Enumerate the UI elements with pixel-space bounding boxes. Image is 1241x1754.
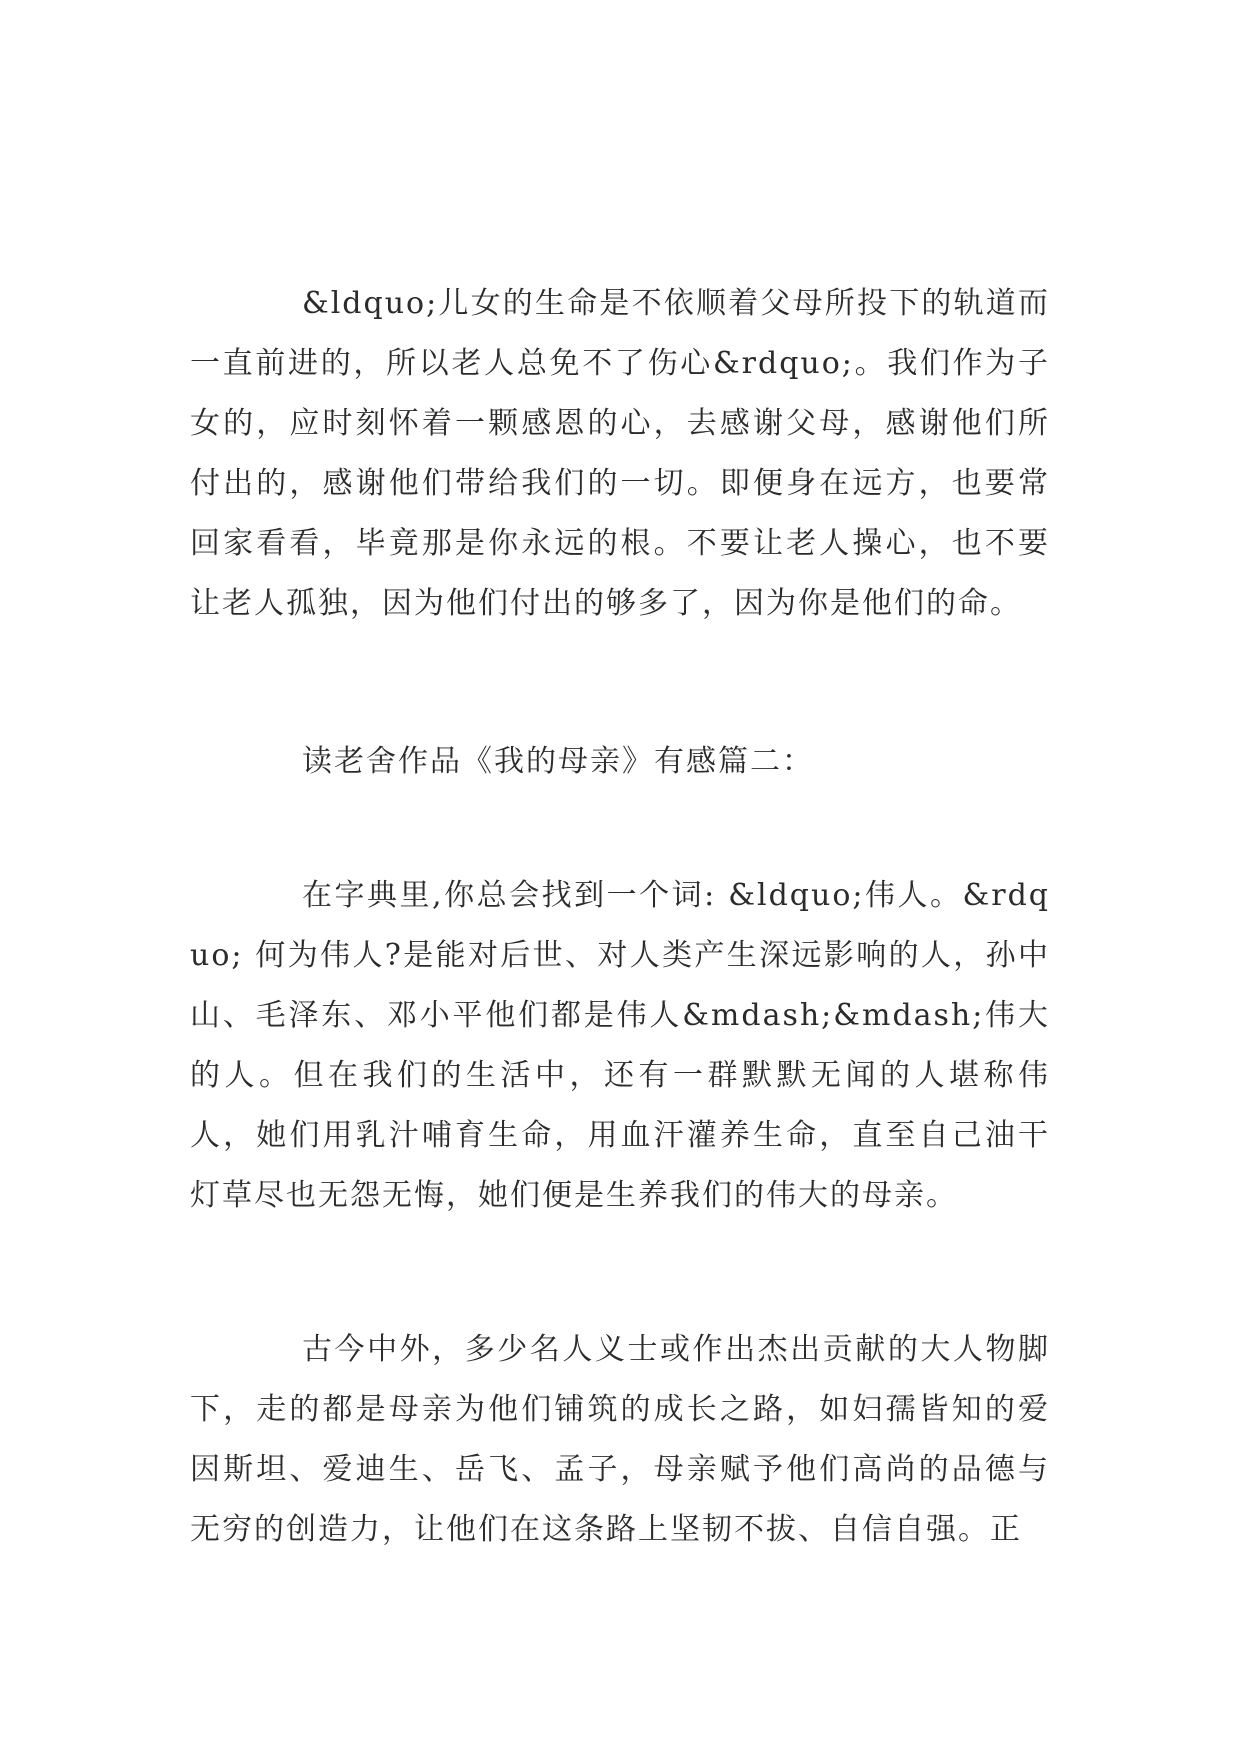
paragraph-great-people: 在字典里,你总会找到一个词: &ldquo;伟人。&rdquo; 何为伟人?是能对后世、对人类产生深远影响的人，孙中山、毛泽东、邓小平他们都是伟人&mdash;&mdash;伟大的人。但在我们的生活中，还有一群默默无闻的人堪称伟人，她们用乳汁哺育生命，用血汗灌养生命，直至自己油干灯草尽也无怨无悔，她们便是生养我们的伟大的母亲。 [190, 878, 1050, 1213]
paragraph-famous-figures: 古今中外，多少名人义士或作出杰出贡献的大人物脚下，走的都是母亲为他们铺筑的成长之路，如妇孺皆知的爱因斯坦、爱迪生、岳飞、孟子，母亲赋予他们高尚的品德与无穷的创造力，让他们在这条路上坚韧不拔、自信自强。正 [190, 1332, 1050, 1547]
section-heading: 读老舍作品《我的母亲》有感篇二： [302, 744, 814, 779]
paragraph-gratitude: &ldquo;儿女的生命是不依顺着父母所投下的轨道而一直前进的，所以老人总免不了伤心&rdquo;。我们作为子女的，应时刻怀着一颗感恩的心，去感谢父母，感谢他们所付出的，感谢他们带给我们的一切。即便身在远方，也要常回家看看，毕竟那是你永远的根。不要让老人操心，也不要让老人孤独，因为他们付出的够多了，因为你是他们的命。 [190, 286, 1050, 621]
